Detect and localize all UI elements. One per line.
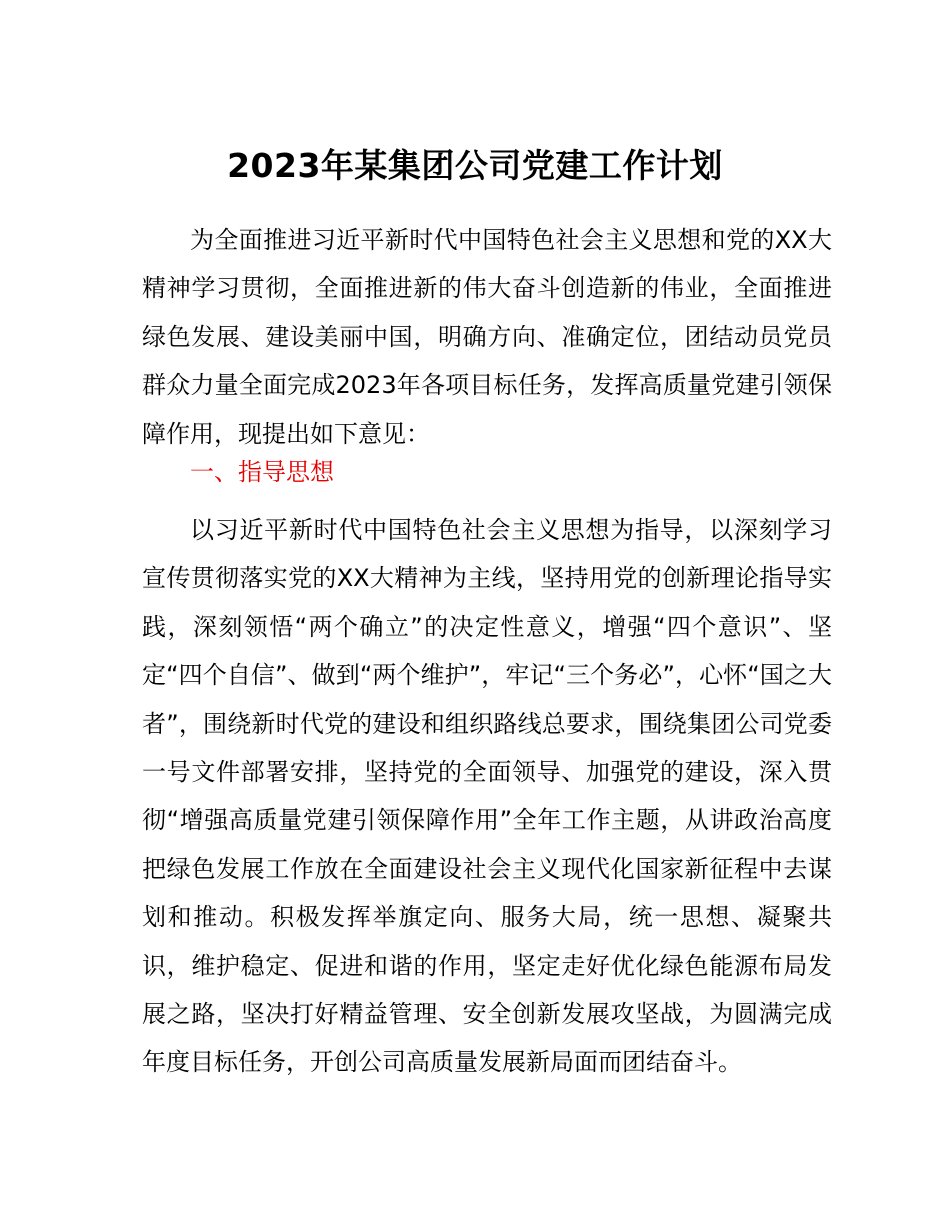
section-heading-guiding-ideology: 一、指导思想 — [190, 458, 334, 486]
intro-paragraph: 为全面推进习近平新时代中国特色社会主义思想和党的XX大精神学习贯彻，全面推进新的伟大奋斗创造新的伟业，全面推进绿色发展、建设美丽中国，明确方向、准确定位，团结动员党员群众力量全面完成2023年各项目标任务，发挥高质量党建引领保障作用，现提出如下意见： — [142, 226, 832, 448]
document-title: 2023年某集团公司党建工作计划 — [227, 146, 723, 185]
section-body-guiding-ideology: 以习近平新时代中国特色社会主义思想为指导，以深刻学习宣传贯彻落实党的XX大精神为主线，坚持用党的创新理论指导实践，深刻领悟“两个确立”的决定性意义，增强“四个意识”、坚定“四个自信”、做到“两个维护”，牢记“三个务必”，心怀“国之大者”，围绕新时代党的建设和组织路线总要求，围绕集团公司党委一号文件部署安排，坚持党的全面领导、加强党的建设，深入贯彻“增强高质量党建引领保障作用”全年工作主题，从讲政治高度把绿色发展工作放在全面建设社会主义现代化国家新征程中去谋划和推动。积极发挥举旗定向、服务大局，统一思想、凝聚共识，维护稳定、促进和谐的作用，坚定走好优化绿色能源布局发展之路，坚决打好精益管理、安全创新发展攻坚战，为圆满完成年度目标任务，开创公司高质量发展新局面而团结奋斗。 — [142, 516, 832, 1077]
